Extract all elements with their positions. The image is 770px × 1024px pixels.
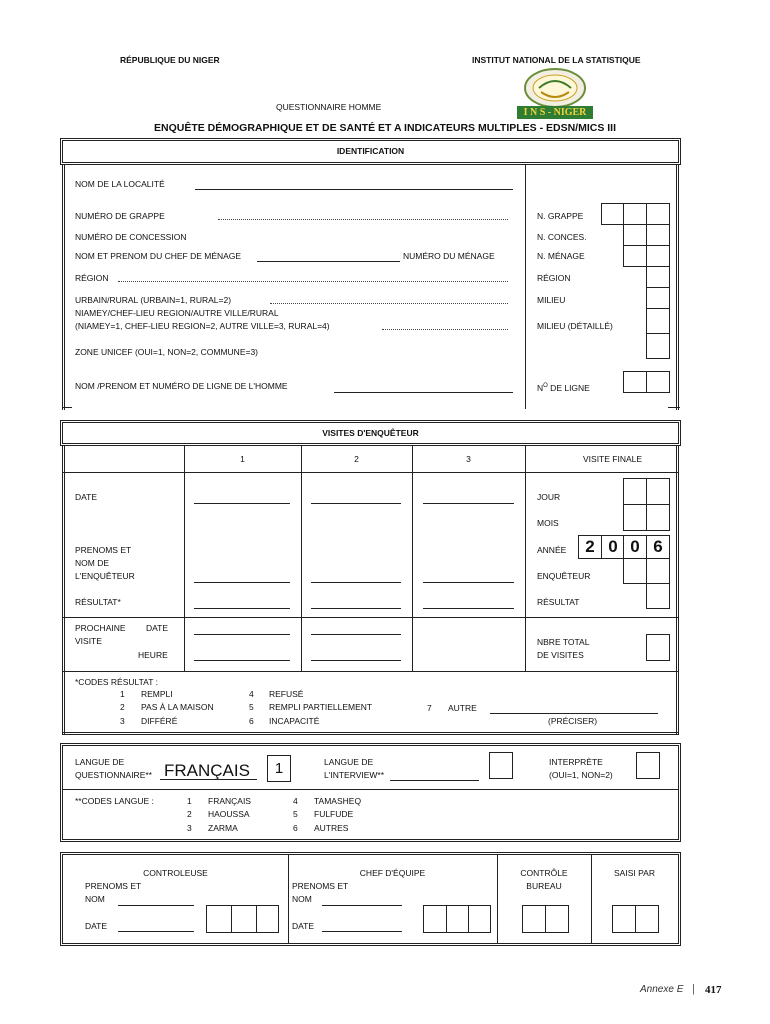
mois-box-1[interactable] (623, 504, 647, 531)
visite-col-2: 2 (354, 454, 359, 464)
chef-date-field[interactable] (322, 931, 402, 932)
controle-bureau-title-2: BUREAU (526, 881, 562, 891)
logo-caption: I N S - NIGER (523, 107, 587, 118)
chef-nom-field[interactable] (322, 905, 402, 906)
jour-box-2[interactable] (646, 478, 670, 505)
niamey-codes: (NIAMEY=1, CHEF-LIEU REGION=2, AUTRE VILLE=3, RURAL=4) (75, 321, 330, 331)
header-right: INSTITUT NATIONAL DE LA STATISTIQUE (472, 55, 641, 65)
langue-questionnaire-label-1: LANGUE DE (75, 757, 125, 767)
menage-box-2[interactable] (646, 245, 670, 267)
saisi-box-1[interactable] (612, 905, 636, 933)
langue-code-5-num: 5 (293, 809, 298, 819)
langue-code-4-num: 4 (293, 796, 298, 806)
visite2-enqueteur-field[interactable] (311, 582, 401, 583)
interprete-box[interactable] (636, 752, 660, 779)
langue-code-3-text: ZARMA (208, 823, 238, 833)
grappe-label: NUMÉRO DE GRAPPE (75, 211, 165, 221)
langue-code-3-num: 3 (187, 823, 192, 833)
zone-unicef-label: ZONE UNICEF (OUI=1, NON=2, COMMUNE=3) (75, 347, 259, 357)
chef-date-label: DATE (292, 921, 315, 931)
visite-col-1: 1 (240, 454, 245, 464)
visite3-resultat-field[interactable] (423, 608, 514, 609)
page-number: 417 (705, 984, 722, 996)
langue-questionnaire-label-2: QUESTIONNAIRE** (75, 770, 152, 780)
prenoms-label-3: L'ENQUÊTEUR (75, 571, 135, 581)
ligne-box-2[interactable] (646, 371, 670, 393)
header-left: RÉPUBLIQUE DU NIGER (120, 55, 220, 65)
langue-questionnaire-value: FRANÇAIS (164, 761, 250, 780)
code-5-num: 5 (249, 702, 254, 712)
jour-label: JOUR (537, 492, 561, 502)
controleuse-title: CONTROLEUSE (143, 868, 208, 878)
num-menage-label: NUMÉRO DU MÉNAGE (403, 251, 495, 261)
visite-date-label: DATE (75, 492, 98, 502)
controleuse-box-3[interactable] (256, 905, 279, 933)
r-region-label: RÉGION (537, 273, 571, 283)
enqueteur-label: ENQUÊTEUR (537, 571, 591, 581)
r-ligne-label: $N^O$ DE LIGNE (537, 382, 590, 393)
questionnaire-type: QUESTIONNAIRE HOMME (276, 102, 382, 112)
r-milieu-label: MILIEU (537, 295, 566, 305)
visite-finale-label: VISITE FINALE (583, 454, 643, 464)
preciser-label: (PRÉCISER) (548, 716, 598, 726)
r-menage-label: N. MÉNAGE (537, 251, 585, 261)
localite-field[interactable] (195, 189, 513, 190)
milieu-box[interactable] (646, 287, 670, 309)
langue-interview-label-1: LANGUE DE (324, 757, 374, 767)
ins-niger-logo (514, 66, 596, 120)
chef-nom-label: NOM (292, 894, 312, 904)
langue-code-4-text: TAMASHEQ (314, 796, 362, 806)
langue-code-2-text: HAOUSSA (208, 809, 250, 819)
visite2-date-field[interactable] (311, 503, 401, 504)
grappe-box-1[interactable] (601, 203, 624, 225)
code-3-text: DIFFÉRÉ (141, 716, 178, 726)
visite1-resultat-field[interactable] (194, 608, 290, 609)
langue-code-5-text: FULFUDE (314, 809, 354, 819)
conces-box-1[interactable] (623, 224, 647, 246)
annex-label: Annexe E (640, 984, 684, 995)
controleuse-date-field[interactable] (118, 931, 194, 932)
annee-label: ANNÉE (537, 545, 567, 555)
code-5-text: REMPLI PARTIELLEMENT (269, 702, 373, 712)
langue-code-6-text: AUTRES (314, 823, 349, 833)
langue-code-6-num: 6 (293, 823, 298, 833)
nom-homme-field[interactable] (334, 392, 513, 393)
annee-digit-4: 6 (653, 537, 663, 556)
nbre-total-label-2: DE VISITES (537, 650, 584, 660)
r-conces-label: N. CONCES. (537, 232, 587, 242)
chef-prenoms-label: PRENOMS ET (292, 881, 349, 891)
region-label: RÉGION (75, 273, 109, 283)
visite-label: VISITE (75, 636, 102, 646)
prochaine1-heure-field[interactable] (194, 660, 290, 661)
controle-bureau-title-1: CONTRÔLE (520, 868, 568, 878)
jour-box-1[interactable] (623, 478, 647, 505)
prochaine-label: PROCHAINE (75, 623, 126, 633)
annee-digit-2: 0 (608, 537, 618, 556)
prenoms-label-1: PRENOMS ET (75, 545, 132, 555)
visite1-date-field[interactable] (194, 503, 290, 504)
code-2-num: 2 (120, 702, 125, 712)
code-1-text: REMPLI (141, 689, 173, 699)
visites-title: VISITES D'ENQUÊTEUR (322, 428, 419, 438)
annee-digit-3: 0 (630, 537, 640, 556)
controleuse-box-2[interactable] (231, 905, 257, 933)
langue-interview-label-2: L'INTERVIEW** (324, 770, 385, 780)
conces-box-2[interactable] (646, 224, 670, 246)
r-grappe-label: N. GRAPPE (537, 211, 584, 221)
code-7-text: AUTRE (448, 703, 477, 713)
visite3-date-field[interactable] (423, 503, 514, 504)
code-4-text: REFUSÉ (269, 689, 304, 699)
prochaine2-heure-field[interactable] (311, 660, 401, 661)
code-6-num: 6 (249, 716, 254, 726)
enqueteur-box-1[interactable] (646, 558, 670, 584)
code-1-num: 1 (120, 689, 125, 699)
autre-preciser-field[interactable] (490, 713, 658, 714)
interprete-label-2: (OUI=1, NON=2) (549, 770, 613, 780)
r-milieu-detail-label: MILIEU (DÉTAILLÉ) (537, 321, 613, 331)
urbain-rural-label: URBAIN/RURAL (URBAIN=1, RURAL=2) (75, 295, 232, 305)
localite-label: NOM DE LA LOCALITÉ (75, 179, 165, 189)
chef-equipe-title: CHEF D'ÉQUIPE (359, 868, 426, 878)
codes-langue-title: **CODES LANGUE : (75, 796, 154, 806)
visite3-enqueteur-field[interactable] (423, 582, 514, 583)
controleuse-box-1[interactable] (206, 905, 232, 933)
langue-code-2-num: 2 (187, 809, 192, 819)
visite-col-3: 3 (466, 454, 471, 464)
bureau-box-1[interactable] (522, 905, 546, 933)
code-3-num: 3 (120, 716, 125, 726)
prenoms-label-2: NOM DE (75, 558, 109, 568)
grappe-box-2[interactable] (623, 203, 647, 225)
survey-title: ENQUÊTE DÉMOGRAPHIQUE ET DE SANTÉ ET A INDICATEURS MULTIPLES - EDSN/MICS III (153, 122, 617, 134)
saisi-box-2[interactable] (635, 905, 659, 933)
r-resultat-label: RÉSULTAT (537, 597, 580, 607)
chef-box-2[interactable] (446, 905, 469, 933)
resultat-label: RÉSULTAT* (75, 597, 121, 607)
niamey-label: NIAMEY/CHEF-LIEU REGION/AUTRE VILLE/RURAL (75, 308, 279, 318)
visite1-enqueteur-field[interactable] (194, 582, 290, 583)
prochaine-date-label: DATE (146, 623, 169, 633)
langue-code-1-num: 1 (187, 796, 192, 806)
menage-box-1[interactable] (623, 245, 647, 267)
prochaine2-date-field[interactable] (311, 634, 401, 635)
prochaine1-date-field[interactable] (194, 634, 290, 635)
annee-digit-1: 2 (585, 537, 595, 556)
nbre-total-box[interactable] (646, 634, 670, 661)
code-2-text: PAS À LA MAISON (141, 702, 214, 712)
concession-label: NUMÉRO DE CONCESSION (75, 232, 187, 242)
chef-menage-field[interactable] (257, 261, 400, 262)
visite2-resultat-field[interactable] (311, 608, 401, 609)
chef-menage-label: NOM ET PRENOM DU CHEF DE MÉNAGE (75, 251, 242, 261)
footer-separator: | (692, 983, 695, 995)
zone-box[interactable] (646, 333, 670, 359)
controleuse-nom-field[interactable] (118, 905, 194, 906)
heure-label: HEURE (138, 650, 168, 660)
resultat-box[interactable] (646, 583, 670, 609)
langue-questionnaire-code: 1 (274, 760, 284, 777)
chef-box-3[interactable] (468, 905, 491, 933)
identification-title: IDENTIFICATION (336, 146, 405, 156)
enqueteur-box-2[interactable] (623, 558, 647, 584)
controleuse-prenoms-label: PRENOMS ET (85, 881, 142, 891)
milieu-detail-box[interactable] (646, 308, 670, 334)
nbre-total-label-1: NBRE TOTAL (537, 637, 590, 647)
code-6-text: INCAPACITÉ (269, 716, 320, 726)
ligne-box-1[interactable] (623, 371, 647, 393)
chef-box-1[interactable] (423, 905, 447, 933)
code-7-num: 7 (427, 703, 432, 713)
grappe-box-3[interactable] (646, 203, 670, 225)
nom-homme-label: NOM /PRENOM ET NUMÉRO DE LIGNE DE L'HOMME (75, 381, 288, 391)
controleuse-nom-label: NOM (85, 894, 105, 904)
saisi-par-title: SAISI PAR (614, 868, 655, 878)
interprete-label-1: INTERPRÈTE (549, 757, 603, 767)
langue-code-1-text: FRANÇAIS (208, 796, 251, 806)
mois-label: MOIS (537, 518, 559, 528)
codes-resultat-title: *CODES RÉSULTAT : (75, 677, 158, 687)
bureau-box-2[interactable] (545, 905, 569, 933)
region-box[interactable] (646, 266, 670, 288)
code-4-num: 4 (249, 689, 254, 699)
langue-interview-field[interactable] (390, 780, 479, 781)
mois-box-2[interactable] (646, 504, 670, 531)
langue-interview-box[interactable] (489, 752, 513, 779)
controleuse-date-label: DATE (85, 921, 108, 931)
